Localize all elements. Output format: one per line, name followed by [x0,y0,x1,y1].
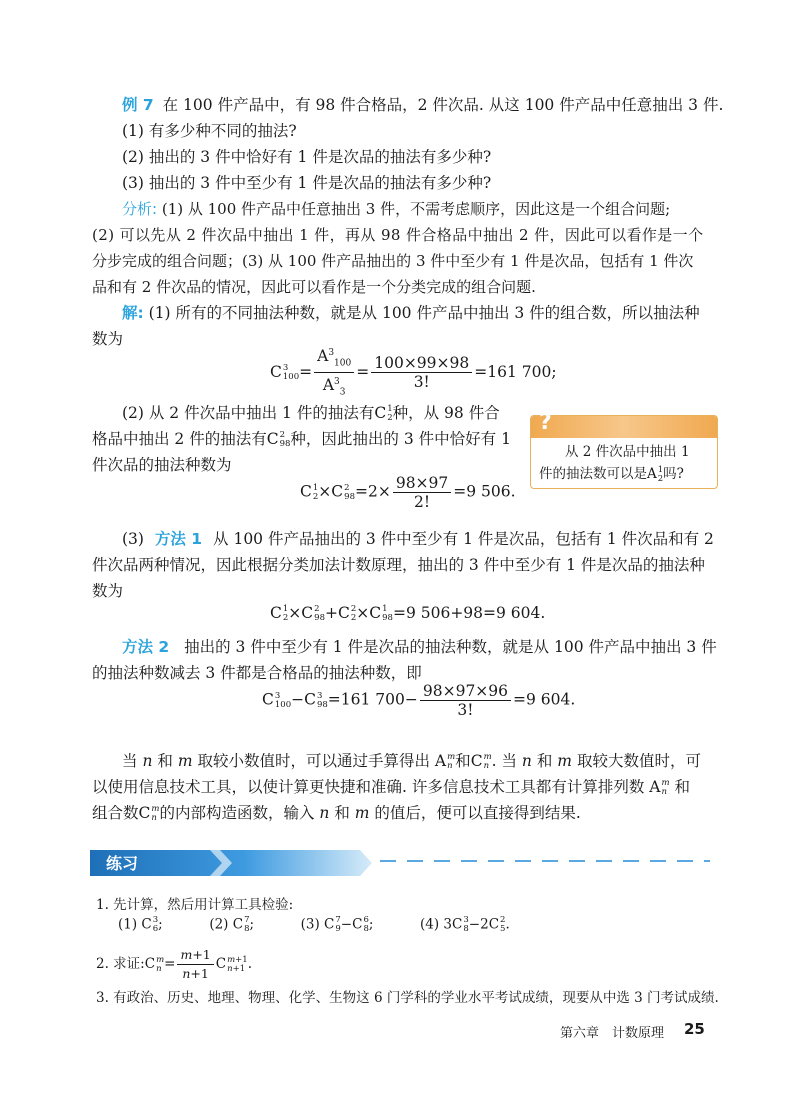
question-mark-icon: ? [539,410,552,435]
question-2: (2) 抽出的 3 件中恰好有 1 件是次品的抽法有多少种? [122,148,492,166]
note-line-1: 从 2 件次品中抽出 1 [565,444,690,460]
solution-tag: 解: [122,304,144,322]
analysis-line-2: (2) 可以先从 2 件次品中抽出 1 件，再从 98 件合格品中抽出 2 件，因此可以看作是一个 [92,226,704,244]
equation-1: C 3 100 = $\frac{A^3_{100}}{A^3_3}$ = $\frac{100\times 99\times 98}{3!}$ =161 700; [270,344,557,402]
page-number: 25 [684,1020,705,1038]
solution-line-3b: 件次品两种情况，因此根据分类加法计数原理，抽出的 3 件中至少有 1 件是次品的抽法种 [92,556,705,574]
solution-line-3c: 数为 [92,582,124,600]
method-2-tag: 方法 2 [122,638,170,656]
example-tag: 例 7 [122,96,154,114]
example-stem: 例 7 在 100 件产品中，有 98 件合格品，2 件次品. 从这 100 件产品中任意抽出 3 件. [122,96,724,114]
solution-line-4b: 的抽法种数减去 3 件都是合格品的抽法种数，即 [92,664,422,682]
solution-line-4a: 方法 2 抽出的 3 件中至少有 1 件是次品的抽法种数，就是从 100 件产品中抽出 3 件 [122,638,717,656]
equation-4: C 3 100 −C 3 98 =161 700− $\frac{98\times 97\times 96}{3!}$ =9 604. [262,682,576,719]
solution-line-1b: 数为 [92,330,124,348]
exercise-1: 1. 先计算，然后用计算工具检验: [96,897,294,913]
solution-line-2c: 件次品的抽法种数为 [92,456,232,474]
analysis-line-3: 分步完成的组合问题；(3) 从 100 件产品抽出的 3 件中至少有 1 件是次品，包括有 1 件次 [92,252,694,270]
para-line-2: 以使用信息技术工具，以使计算更快捷和准确. 许多信息技术工具都有计算排列数 A m n 和 [92,778,690,797]
solution-line-3a: (3) 方法 1 从 100 件产品抽出的 3 件中至少有 1 件是次品，包括有 1 件次品和有 2 [122,530,714,548]
method-1-tag: 方法 1 [154,530,203,548]
analysis-line-4: 品和有 2 件次品的情况，因此可以看作是一个分类完成的组合问题. [92,278,536,296]
analysis-tag: 分析: [122,200,158,218]
exercise-title: 练习 [106,854,139,873]
note-line-2: 件的抽法数可以是A 1 2 吗? [539,464,684,484]
para-line-1: 当 n 和 m 取较小数值时，可以通过手算得出 A m n 和C m n . 当 n 和 m 取较大数值时，可 [122,752,701,771]
solution-line-1: 解: (1) 所有的不同抽法种数，就是从 100 件产品中抽出 3 件的组合数，所以抽法种 [122,304,700,322]
exercise-dashed-rule [380,858,710,864]
question-1: (1) 有多少种不同的抽法? [122,122,297,140]
solution-line-2b: 格品中抽出 2 件的抽法有C 2 98 种，因此抽出的 3 件中恰好有 1 [92,430,511,449]
chapter-label: 第六章 计数原理 [560,1026,665,1041]
equation-2: C 1 2 ×C 2 98 =2× $\frac{98\times 97}{2!}$ =9 506. [300,474,516,511]
exercise-2: 2. 求证:C m n = $\frac{m+1}{n+1}$ C m+1 n+1 . [96,947,252,981]
exercise-3: 3. 有政治、历史、地理、物理、化学、生物这 6 门学科的学业水平考试成绩，现要从中选 3 门考试成绩. [96,990,719,1006]
question-3: (3) 抽出的 3 件中至少有 1 件是次品的抽法有多少种? [122,174,492,192]
analysis-line-1: 分析: (1) 从 100 件产品中任意抽出 3 件，不需考虑顺序，因此这是一个组合问题; [122,200,671,218]
solution-line-2a: (2) 从 2 件次品中抽出 1 件的抽法有C 1 2 种，从 98 件合 [122,404,500,423]
equation-3: C 1 2 ×C 2 98 +C 2 2 ×C 1 98 =9 506+98=9 604. [270,604,546,623]
exercise-1-items: (1) C 3 6 ; (2) C 7 8 ; (3) C 7 9 −C 6 8 ; (4) 3C 3 8 −2C 2 5 . [118,915,510,934]
margin-note [530,410,718,489]
para-line-3: 组合数C m n 的内部构造函数，输入 n 和 m 的值后，便可以直接得到结果. [92,804,581,823]
